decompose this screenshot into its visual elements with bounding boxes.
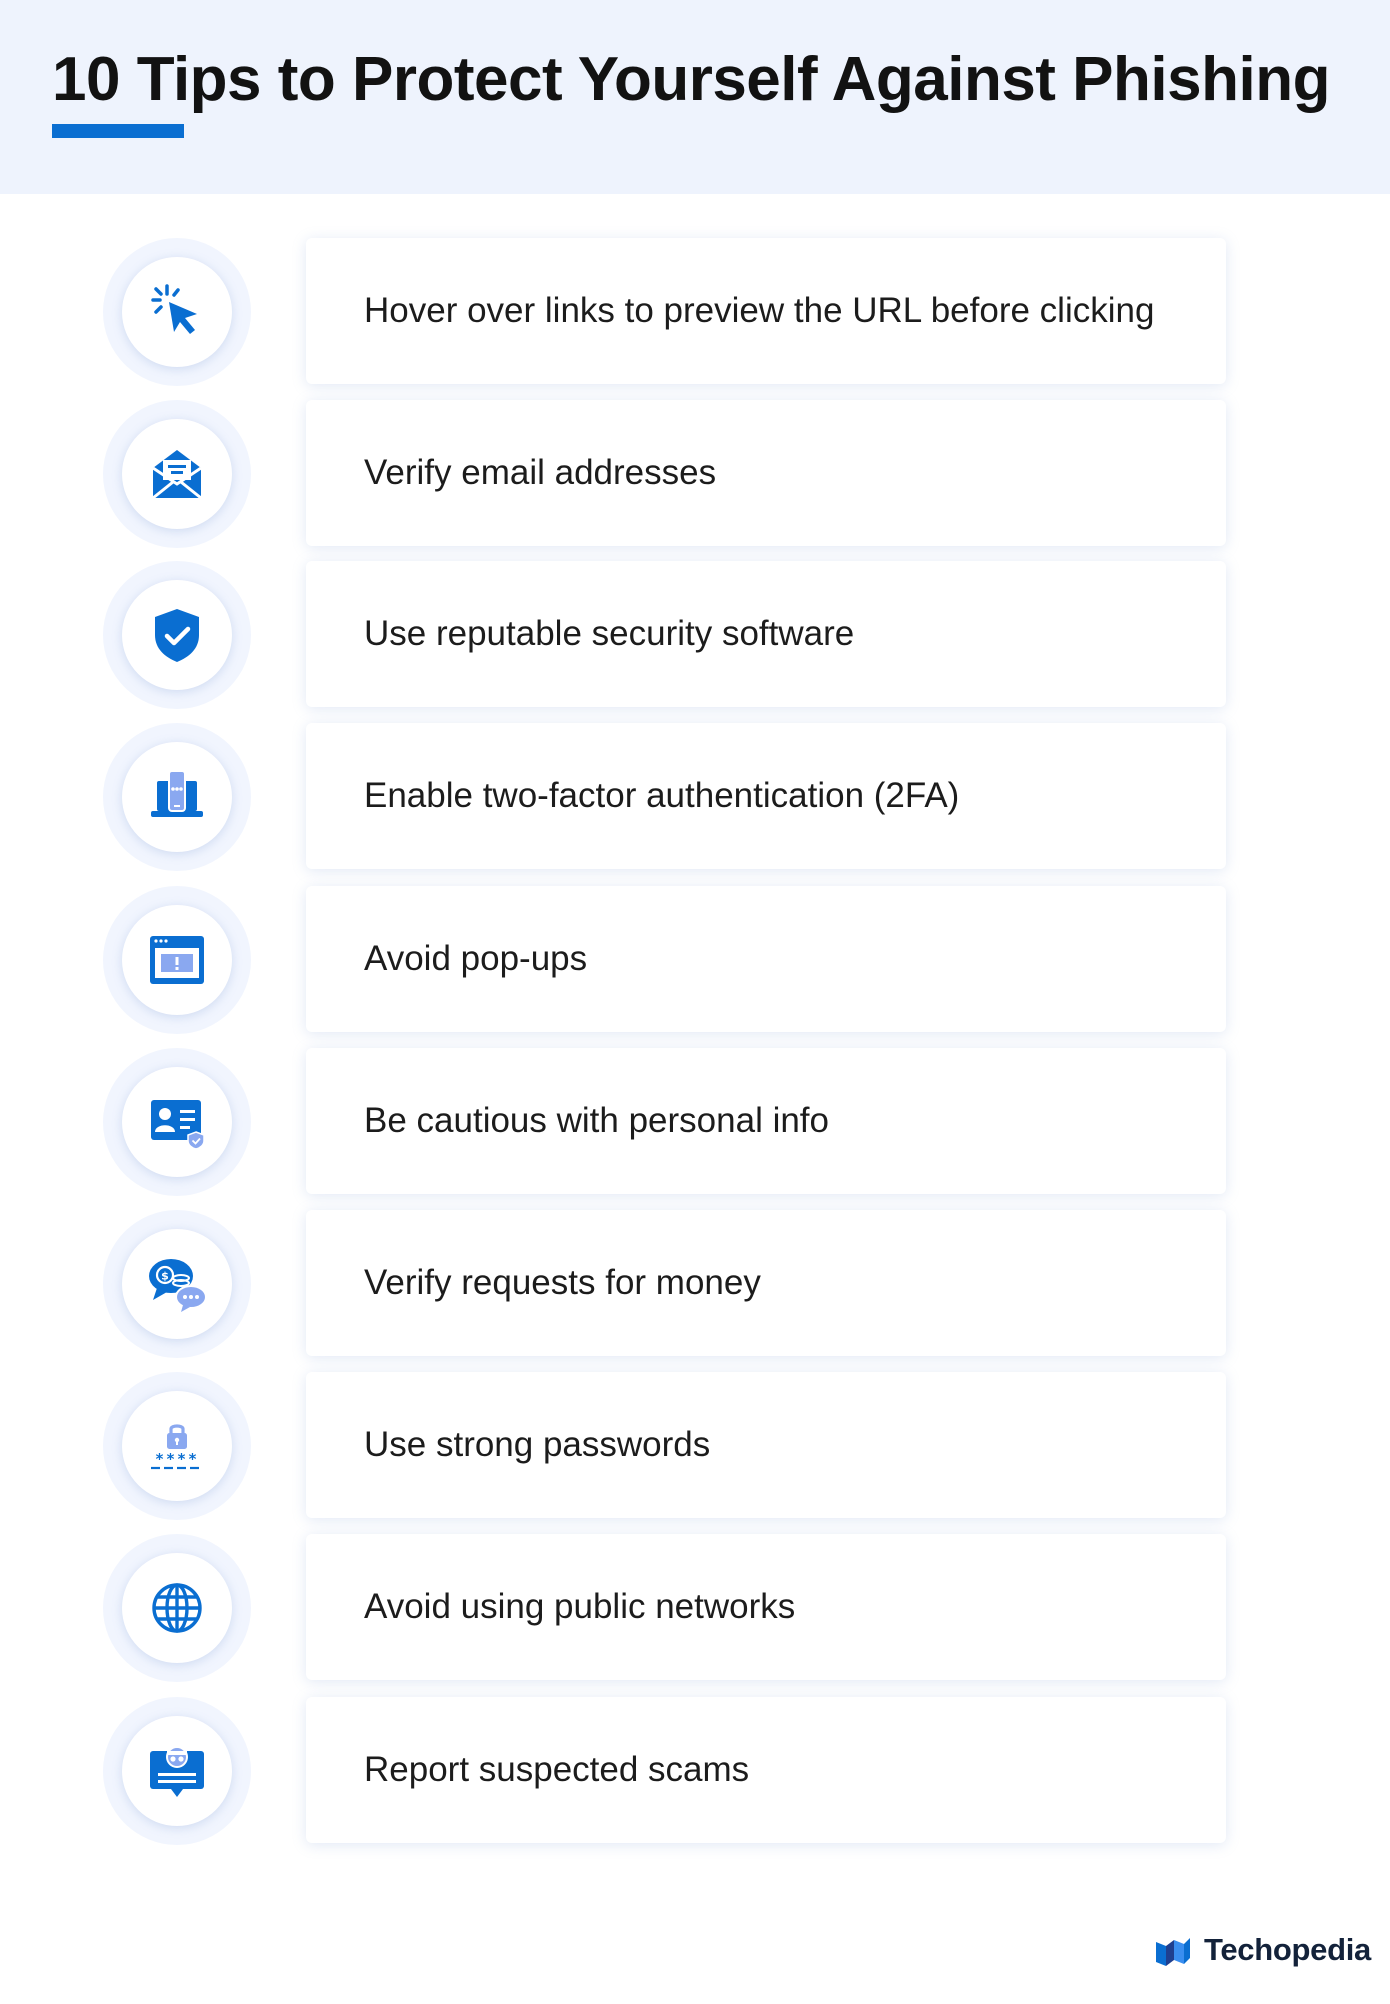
icon-halo [103,1697,251,1845]
shield-check-icon [147,605,207,665]
hacker-report-icon [147,1741,207,1801]
tip-text: Be cautious with personal info [364,1101,829,1140]
tip-text: Avoid using public networks [364,1587,796,1626]
icon-circle [122,580,232,690]
icon-halo [103,886,251,1034]
tip-text: Verify requests for money [364,1263,761,1302]
tip-item [0,238,1390,400]
page-title: 10 Tips to Protect Yourself Against Phishing [52,45,1330,114]
icon-halo [103,1210,251,1358]
icon-circle [122,905,232,1015]
tip-text: Verify email addresses [364,453,717,492]
icon-halo [103,1048,251,1196]
tip-item [0,1048,1390,1210]
tip-item [0,1372,1390,1534]
tip-text: Use reputable security software [364,614,855,653]
icon-circle [122,1553,232,1663]
tip-text: Use strong passwords [364,1425,711,1464]
tip-item [0,561,1390,723]
svg-text:$: $ [161,1269,169,1283]
icon-circle [122,742,232,852]
laptop-phone-icon [147,767,207,827]
tip-text: Report suspected scams [364,1750,750,1789]
techopedia-logo-icon [1154,1932,1192,1968]
tip-card [306,1697,1226,1843]
tip-card [306,886,1226,1032]
envelope-icon [147,444,207,504]
id-card-icon [147,1092,207,1152]
icon-circle [122,1391,232,1501]
globe-icon [147,1578,207,1638]
brand [1154,1930,1371,1970]
icon-circle [122,257,232,367]
icon-halo [103,1534,251,1682]
popup-window-icon [147,930,207,990]
tip-card [306,1534,1226,1680]
tip-item [0,1210,1390,1372]
icon-halo [103,238,251,386]
icon-halo [103,561,251,709]
password-lock-icon [147,1416,207,1476]
tip-card [306,723,1226,869]
icon-circle [122,1229,232,1339]
icon-halo [103,400,251,548]
tip-item [0,723,1390,885]
brand-name: Techopedia [1204,1932,1371,1967]
tip-item [0,1697,1390,1859]
svg-text:****: **** [154,1450,200,1468]
tip-text: Avoid pop-ups [364,939,588,978]
tip-card [306,1210,1226,1356]
icon-halo [103,1372,251,1520]
icon-circle [122,419,232,529]
tip-item [0,400,1390,562]
tip-text: Enable two-factor authentication (2FA) [364,776,960,815]
icon-circle [122,1716,232,1826]
tip-text: Hover over links to preview the URL before clicking [364,291,1155,330]
tip-card [306,1372,1226,1518]
tip-card [306,1048,1226,1194]
icon-circle [122,1067,232,1177]
cursor-click-icon [147,282,207,342]
money-chat-icon [147,1254,207,1314]
tip-card [306,400,1226,546]
tip-card [306,561,1226,707]
tip-item [0,1534,1390,1696]
icon-halo [103,723,251,871]
tip-card [306,238,1226,384]
tip-item [0,886,1390,1048]
